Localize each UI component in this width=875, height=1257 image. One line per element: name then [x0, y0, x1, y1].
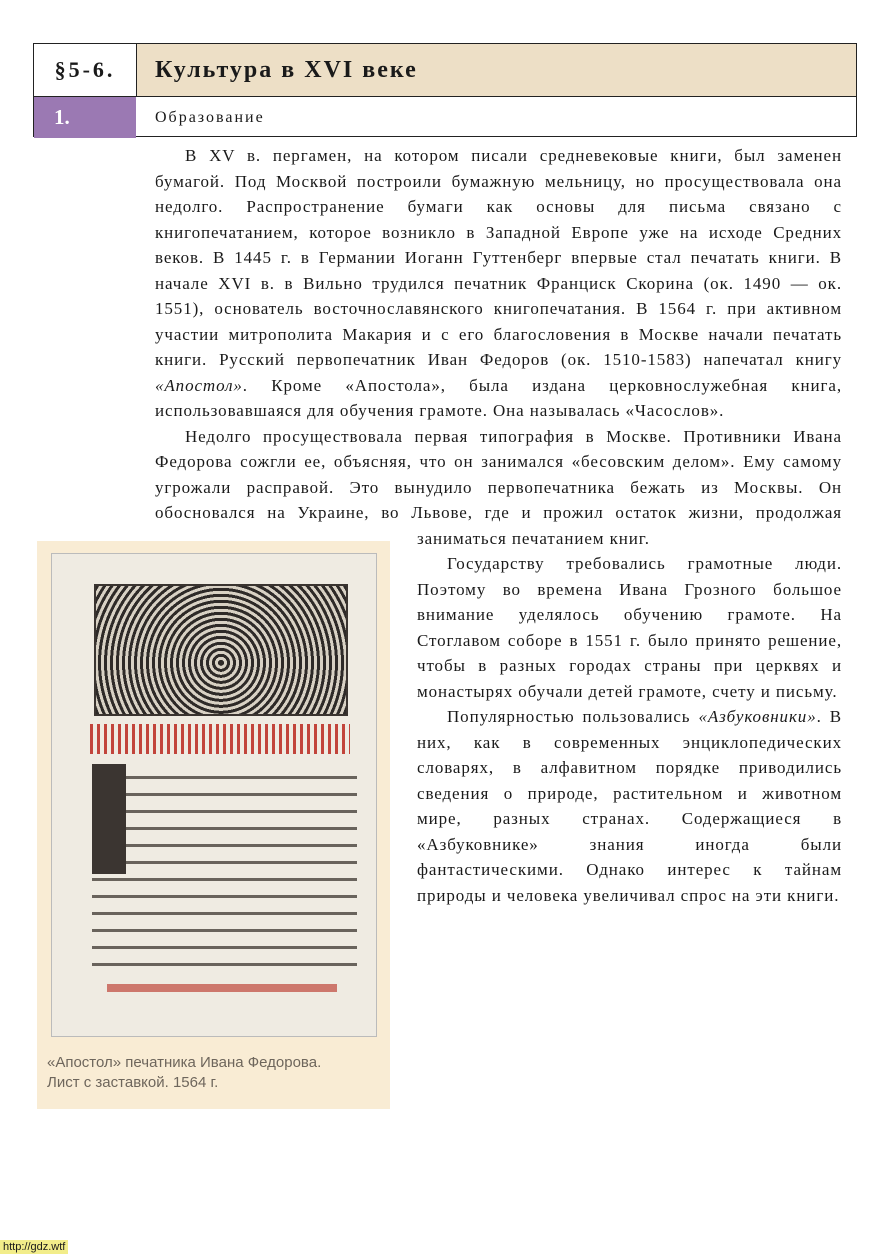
layout-spacer	[37, 143, 155, 541]
paragraph: Государству требовались грамотные люди. Поэтому во времена Ивана Грозного большое внимание уделялось обучению грамоте. На Стоглавом соборе в 1551 г. было принято решение, чтобы в разных городах страны при церквях и монастырях обучали детей грамоте, счету и письму.	[417, 554, 842, 701]
watermark-link[interactable]: http://gdz.wtf	[0, 1240, 68, 1254]
ornament-headpiece	[94, 584, 348, 716]
red-title-line	[90, 724, 350, 754]
caption-line: «Апостол» печатника Ивана Федорова.	[47, 1054, 322, 1071]
section-number: §5-6.	[34, 44, 137, 97]
section-header	[33, 43, 857, 137]
apostol-page-image	[51, 553, 377, 1037]
section-title: Культура в XVI веке	[137, 44, 856, 97]
article-body	[37, 143, 842, 1109]
apostol-figure	[37, 541, 390, 1109]
paragraph	[37, 143, 842, 424]
book-title: «Апостол»	[155, 375, 243, 395]
subsection-number: 1.	[34, 97, 136, 138]
caption-line: Лист с заставкой. 1564 г.	[47, 1074, 219, 1091]
initial-letter	[92, 764, 126, 874]
subsection-title: Образование	[155, 108, 265, 126]
book-title: «Азбуковники»	[698, 707, 817, 726]
paragraph: Недолго просуществовала первая типография в Москве. Противники Ивана Федорова сожгли ее, объясняя, что он занимался «бесовским делом». Ему самому угрожали расправой. Это вынудило первопечатника бежать из Москвы. Он обосновался на Украине, во Львове, где и прожил остаток жизни, продолжая заниматься печатанием книг.	[155, 426, 842, 548]
text: . Кроме «Апостола», была издана церковнослужебная книга, использовавшаяся для обучения грамоте. Она называлась «Часослов».	[155, 375, 842, 420]
text: Популярностью пользовались	[447, 707, 699, 726]
text: В XV в. пергамен, на котором писали средневековые книги, был заменен бумагой. Под Москвой построили бумажную мельницу, но просуществовала она недолго. Распространение бумаги как основы для письма связано с книгопечатанием, которое возникло в Западной Европе уже на исходе Средних веков. В 1445 г. в Германии Иоганн Гуттенберг впервые стал печатать книги. В начале XVI в. в Вильно трудился печатник Франциск Скорина (ок. 1490 — ок. 1551), основатель восточнославянского книгопечатания. В 1564 г. при активном участии митрополита Макария и с его благословения в Москве начали печатать книги. Русский первопечатник Иван Федоров (ок. 1510-1583) напечатал книгу	[155, 146, 842, 369]
text: . В них, как в современных энциклопедических словарях, в алфавитном порядке приводились сведения о природе, растительном и животном мире, разных странах. Содержащиеся в «Азбуковнике» знания иногда были фантастическими. Однако интерес к тайнам природы и человека увеличивал спрос на эти книги.	[417, 707, 842, 905]
figure-caption	[47, 1053, 321, 1093]
text-lines	[92, 764, 357, 969]
red-footer-line	[107, 984, 337, 992]
